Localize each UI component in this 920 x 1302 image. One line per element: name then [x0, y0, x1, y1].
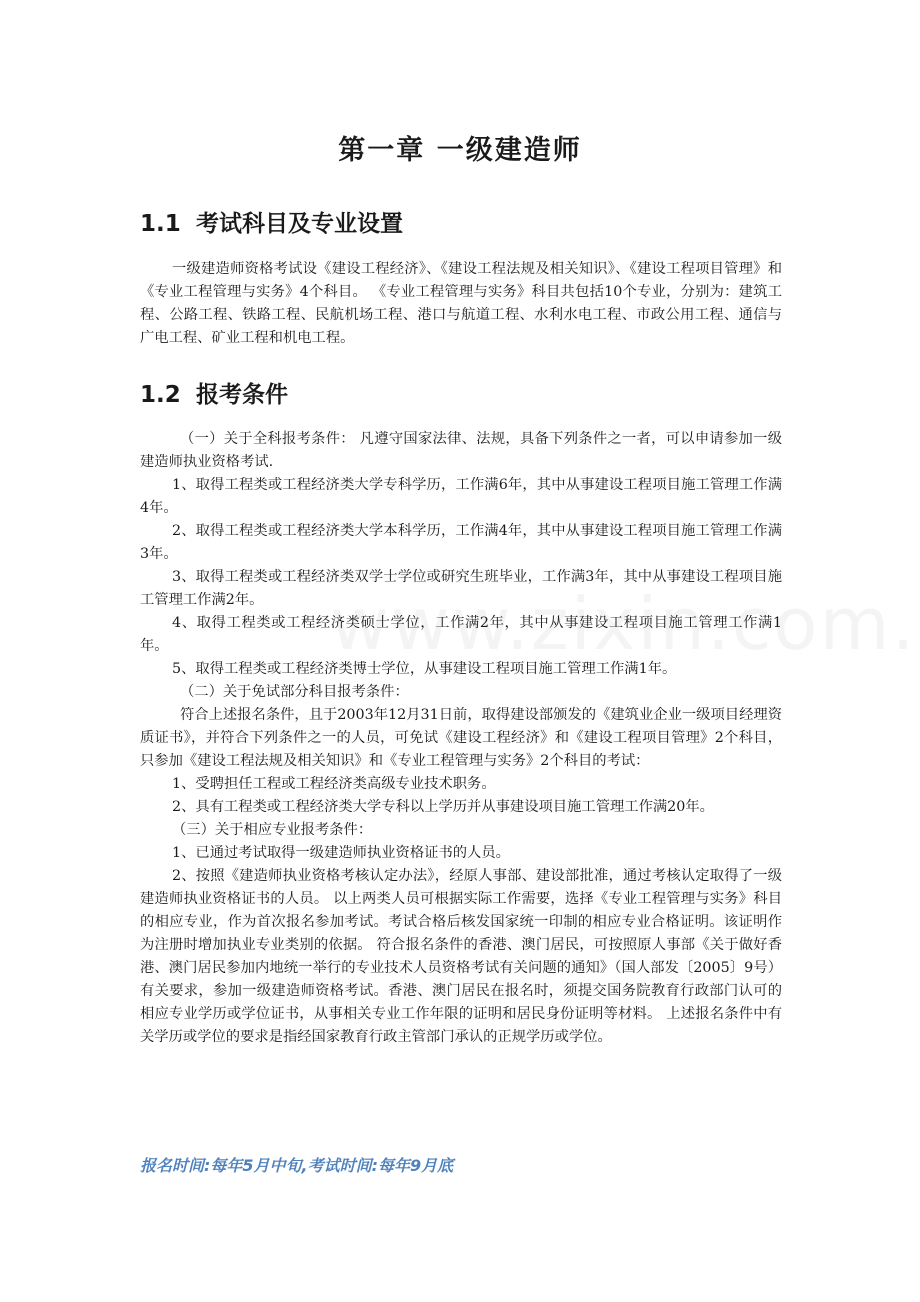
specialty-item-1: 1、已通过考试取得一级建造师执业资格证书的人员。 — [172, 845, 510, 861]
exempt-item-2: 2、具有工程类或工程经济类大学专科以上学历并从事建设项目施工管理工作满20年。 — [172, 799, 714, 815]
chapter-title: 第一章 一级建造师 — [338, 135, 582, 166]
full-exam-item-2: 2、取得工程类或工程经济类大学本科学历，工作满4年，其中从事建设工程项目施工管理工作满3年。 — [140, 523, 782, 562]
section-number: 1.1 — [140, 211, 181, 237]
section-number: 1.2 — [140, 382, 181, 408]
section-heading-1-1 — [140, 205, 403, 238]
exempt-paragraph: 符合上述报名条件，且于2003年12月31日前，取得建设部颁发的《建筑业企业一级项目经理资质证书》，并符合下列条件之一的人员，可免试《建设工程经济》和《建设工程项目管理》2个科目，只参加《建设工程法规及相关知识》和《专业工程管理与实务》2个科目的考试： — [140, 707, 782, 769]
specialty-heading: （三）关于相应专业报考条件： — [172, 822, 373, 838]
subjects-paragraph: 一级建造师资格考试设《建设工程经济》、《建设工程法规及相关知识》、《建设工程项目管理》和《专业工程管理与实务》4个科目。 《专业工程管理与实务》科目共包括10个专业，分别为：建筑工程、公路工程、铁路工程、民航机场工程、港口与航道工程、水利水电工程、市政公用工程、通信与广电工程、矿业工程和机电工程。 — [140, 261, 782, 346]
section-1-2-body — [140, 428, 782, 1049]
section-heading-1-2 — [140, 376, 288, 409]
full-exam-item-3: 3、取得工程类或工程经济类双学士学位或研究生班毕业，工作满3年，其中从事建设工程项目施工管理工作满2年。 — [140, 569, 782, 608]
exam-schedule-notice: 报名时间:每年5月中旬,考试时间:每年9月底 — [140, 1156, 454, 1175]
section-title: 报考条件 — [196, 382, 288, 408]
full-exam-item-5: 5、取得工程类或工程经济类博士学位，从事建设工程项目施工管理工作满1年。 — [172, 661, 677, 677]
exempt-heading: （二）关于免试部分科目报考条件： — [180, 684, 409, 700]
full-exam-item-4: 4、取得工程类或工程经济类硕士学位，工作满2年，其中从事建设工程项目施工管理工作满1年。 — [140, 615, 782, 654]
section-1-1-body — [140, 258, 782, 350]
section-title: 考试科目及专业设置 — [196, 211, 403, 237]
full-exam-item-1: 1、取得工程类或工程经济类大学专科学历，工作满6年，其中从事建设工程项目施工管理工作满4年。 — [140, 477, 782, 516]
exempt-item-1: 1、受聘担任工程或工程经济类高级专业技术职务。 — [172, 776, 496, 792]
specialty-item-2: 2、按照《建造师执业资格考核认定办法》，经原人事部、建设部批准，通过考核认定取得了一级建造师执业资格证书的人员。 以上两类人员可根据实际工作需要，选择《专业工程管理与实务》科目的相应专业，作为首次报名参加考试。考试合格后核发国家统一印制的相应专业合格证明。该证明作为注册时增加执业专业类别的依据。 符合报名条件的香港、澳门居民，可按照原人事部《关于做好香港、澳门居民参加内地统一举行的专业技术人员资格考试有关问题的通知》（国人部发〔2005〕9号）有关要求，参加一级建造师资格考试。香港、澳门居民在报名时，须提交国务院教育行政部门认可的相应专业学历或学位证书，从事相关专业工作年限的证明和居民身份证明等材料。 上述报名条件中有关学历或学位的要求是指经国家教育行政主管部门承认的正规学历或学位。 — [140, 868, 782, 1045]
full-exam-heading: （一）关于全科报考条件： 凡遵守国家法律、法规，具备下列条件之一者，可以申请参加一级建造师执业资格考试. — [140, 431, 782, 470]
